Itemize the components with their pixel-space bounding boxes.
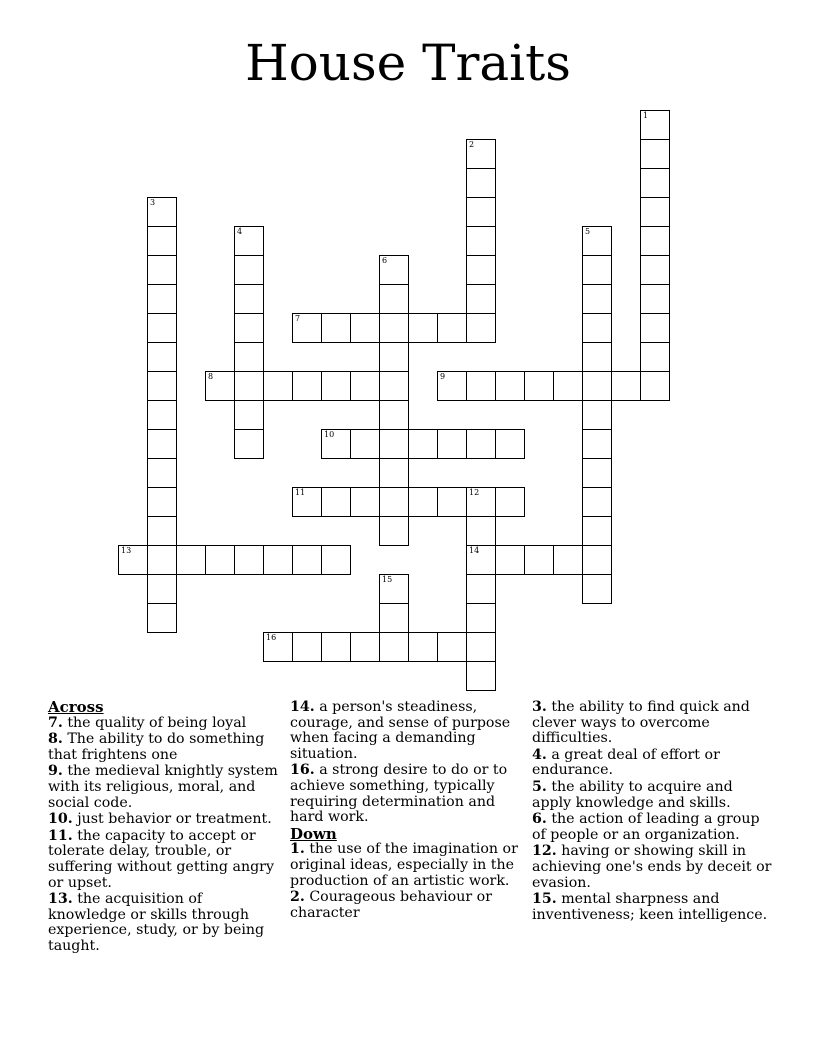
clue-down-2 [290,890,528,921]
grid-cell[interactable] [147,458,177,488]
clue-down-15 [532,892,772,923]
grid-cell[interactable] [379,516,409,546]
grid-cell[interactable] [147,603,177,633]
grid-cell[interactable] [379,632,409,662]
clue-number: 5. [532,778,547,795]
clue-text: the acquisition of knowledge or skills through experience, study, or by being taught. [48,891,265,954]
clue-text: the action of leading a group of people or an organization. [532,811,760,843]
clues-column-1 [48,700,284,956]
grid-cell[interactable] [147,226,177,256]
clue-number: 13. [48,891,73,908]
grid-cell[interactable] [408,487,438,517]
grid-cell[interactable] [234,342,264,372]
clue-down-1 [290,842,528,889]
cell-number: 8 [208,372,214,381]
clue-down-5 [532,780,772,811]
grid-cell[interactable] [466,545,496,575]
clue-across-10 [48,812,284,828]
clue-across-11 [48,829,284,891]
grid-cell[interactable] [466,197,496,227]
cell-number: 3 [150,198,156,207]
grid-cell[interactable] [466,574,496,604]
clue-number: 7. [48,714,63,731]
grid-cell[interactable] [379,284,409,314]
clue-number: 6. [532,811,547,828]
grid-cell[interactable] [147,313,177,343]
cell-number: 11 [295,488,306,497]
grid-cell[interactable] [205,371,235,401]
grid-cell[interactable] [582,545,612,575]
grid-cell[interactable] [176,545,206,575]
clue-number: 3. [532,699,547,715]
grid-cell[interactable] [582,458,612,488]
cell-number: 2 [469,140,475,149]
grid-cell[interactable] [292,487,322,517]
grid-cell[interactable] [263,632,293,662]
grid-cell[interactable] [408,632,438,662]
grid-cell[interactable] [582,516,612,546]
grid-cell[interactable] [379,255,409,285]
grid-cell[interactable] [640,139,670,169]
grid-cell[interactable] [466,632,496,662]
cell-number: 15 [382,575,393,584]
clue-text: just behavior or treatment. [77,811,272,828]
grid-cell[interactable] [582,284,612,314]
grid-cell[interactable] [495,487,525,517]
grid-cell[interactable] [379,342,409,372]
grid-cell[interactable] [147,516,177,546]
grid-cell[interactable] [379,429,409,459]
clue-text: a great deal of effort or endurance. [532,746,720,779]
grid-cell[interactable] [379,313,409,343]
grid-cell[interactable] [524,545,554,575]
grid-cell[interactable] [640,313,670,343]
grid-cell[interactable] [379,371,409,401]
clue-number: 16. [290,762,315,779]
grid-cell[interactable] [466,168,496,198]
clue-number: 4. [532,746,547,763]
clue-text: a strong desire to do or to achieve something, typically requiring determination and hard work. [290,762,508,826]
grid-cell[interactable] [437,632,467,662]
grid-cell[interactable] [147,400,177,430]
cell-number: 7 [295,314,301,323]
clue-across-8 [48,732,284,763]
grid-cell[interactable] [611,371,641,401]
clue-number: 11. [48,827,73,844]
down-heading: Down [290,824,337,843]
cell-number: 5 [585,227,591,236]
clues-column-3 [532,700,772,924]
grid-cell[interactable] [147,545,177,575]
grid-cell[interactable] [234,429,264,459]
clue-text: the ability to find quick and clever ways to overcome difficulties. [532,699,750,747]
grid-cell[interactable] [553,371,583,401]
grid-cell[interactable] [234,313,264,343]
grid-cell[interactable] [205,545,235,575]
grid-cell[interactable] [466,313,496,343]
grid-cell[interactable] [640,255,670,285]
clue-text: the medieval knightly system with its religious, moral, and social code. [48,763,278,811]
grid-cell[interactable] [321,632,351,662]
grid-cell[interactable] [147,342,177,372]
cell-number: 13 [121,546,132,555]
grid-cell[interactable] [437,429,467,459]
grid-cell[interactable] [553,545,583,575]
grid-cell[interactable] [292,545,322,575]
cell-number: 14 [469,546,480,555]
grid-cell[interactable] [321,429,351,459]
clue-text: the ability to acquire and apply knowledge and skills. [532,778,733,811]
grid-cell[interactable] [292,313,322,343]
grid-cell[interactable] [466,516,496,546]
grid-cell[interactable] [321,313,351,343]
grid-cell[interactable] [582,226,612,256]
grid-cell[interactable] [582,400,612,430]
clue-across-9 [48,764,284,811]
clue-text: The ability to do something that frightens one [48,731,265,763]
grid-cell[interactable] [147,371,177,401]
grid-cell[interactable] [466,371,496,401]
grid-cell[interactable] [640,110,670,140]
grid-cell[interactable] [321,545,351,575]
grid-cell[interactable] [350,632,380,662]
grid-cell[interactable] [234,371,264,401]
grid-cell[interactable] [408,313,438,343]
grid-cell[interactable] [379,458,409,488]
cell-number: 6 [382,256,388,265]
clue-text: the use of the imagination or original ideas, especially in the production of an artistic work. [290,841,518,889]
grid-cell[interactable] [466,487,496,517]
grid-cell[interactable] [437,313,467,343]
grid-cell[interactable] [582,487,612,517]
grid-cell[interactable] [495,545,525,575]
grid-cell[interactable] [408,429,438,459]
clue-down-4 [532,748,772,779]
grid-cell[interactable] [466,603,496,633]
grid-cell[interactable] [466,284,496,314]
clue-number: 10. [48,811,73,828]
clue-across-16 [290,763,528,825]
clue-across-14 [290,700,528,762]
clue-number: 1. [290,841,305,858]
grid-cell[interactable] [640,371,670,401]
grid-cell[interactable] [321,487,351,517]
grid-cell[interactable] [582,255,612,285]
grid-cell[interactable] [321,371,351,401]
grid-cell[interactable] [640,168,670,198]
grid-cell[interactable] [640,342,670,372]
clue-across-13 [48,892,284,954]
grid-cell[interactable] [350,313,380,343]
grid-cell[interactable] [263,545,293,575]
grid-cell[interactable] [582,574,612,604]
grid-cell[interactable] [524,371,554,401]
grid-cell[interactable] [640,284,670,314]
grid-cell[interactable] [582,342,612,372]
grid-cell[interactable] [234,226,264,256]
grid-cell[interactable] [292,632,322,662]
clue-text: mental sharpness and inventiveness; keen intelligence. [532,891,768,923]
clue-text: a person's steadiness, courage, and sense of purpose when facing a demanding situation. [290,699,511,762]
clue-down-3 [532,700,772,747]
grid-cell[interactable] [437,487,467,517]
grid-cell[interactable] [263,371,293,401]
grid-cell[interactable] [234,284,264,314]
grid-cell[interactable] [379,574,409,604]
grid-cell[interactable] [234,400,264,430]
grid-cell[interactable] [379,487,409,517]
clue-number: 15. [532,891,557,908]
grid-cell[interactable] [234,545,264,575]
clue-text: Courageous behaviour or character [290,889,492,921]
grid-cell[interactable] [292,371,322,401]
grid-cell[interactable] [147,487,177,517]
clues-column-2 [290,700,528,922]
grid-cell[interactable] [379,400,409,430]
clue-number: 14. [290,699,315,715]
grid-cell[interactable] [582,429,612,459]
clue-down-12 [532,844,772,891]
clue-text: having or showing skill in achieving one's ends by deceit or evasion. [532,843,772,891]
cell-number: 1 [643,111,649,120]
cell-number: 12 [469,488,480,497]
grid-cell[interactable] [350,487,380,517]
page-title: House Traits [245,34,571,92]
grid-cell[interactable] [466,139,496,169]
grid-cell[interactable] [147,284,177,314]
grid-cell[interactable] [466,255,496,285]
clue-across-7 [48,716,284,732]
grid-cell[interactable] [640,226,670,256]
grid-cell[interactable] [234,255,264,285]
grid-cell[interactable] [437,371,467,401]
clue-number: 9. [48,763,63,780]
clue-number: 2. [290,889,305,906]
grid-cell[interactable] [466,429,496,459]
grid-cell[interactable] [582,313,612,343]
cell-number: 9 [440,372,446,381]
cell-number: 16 [266,633,277,642]
grid-cell[interactable] [495,371,525,401]
clue-number: 8. [48,731,63,748]
grid-cell[interactable] [466,661,496,691]
grid-cell[interactable] [350,429,380,459]
grid-cell[interactable] [147,429,177,459]
grid-cell[interactable] [640,197,670,227]
cell-number: 10 [324,430,335,439]
across-heading: Across [48,698,104,716]
clue-down-6 [532,812,772,843]
clue-text: the capacity to accept or tolerate delay, trouble, or suffering without getting angry or upset. [48,827,274,891]
grid-cell[interactable] [582,371,612,401]
grid-cell[interactable] [118,545,148,575]
grid-cell[interactable] [147,197,177,227]
grid-cell[interactable] [147,255,177,285]
grid-cell[interactable] [466,226,496,256]
clue-text: the quality of being loyal [67,714,247,731]
grid-cell[interactable] [495,429,525,459]
cell-number: 4 [237,227,243,236]
clue-number: 12. [532,843,557,860]
grid-cell[interactable] [147,574,177,604]
grid-cell[interactable] [350,371,380,401]
grid-cell[interactable] [379,603,409,633]
